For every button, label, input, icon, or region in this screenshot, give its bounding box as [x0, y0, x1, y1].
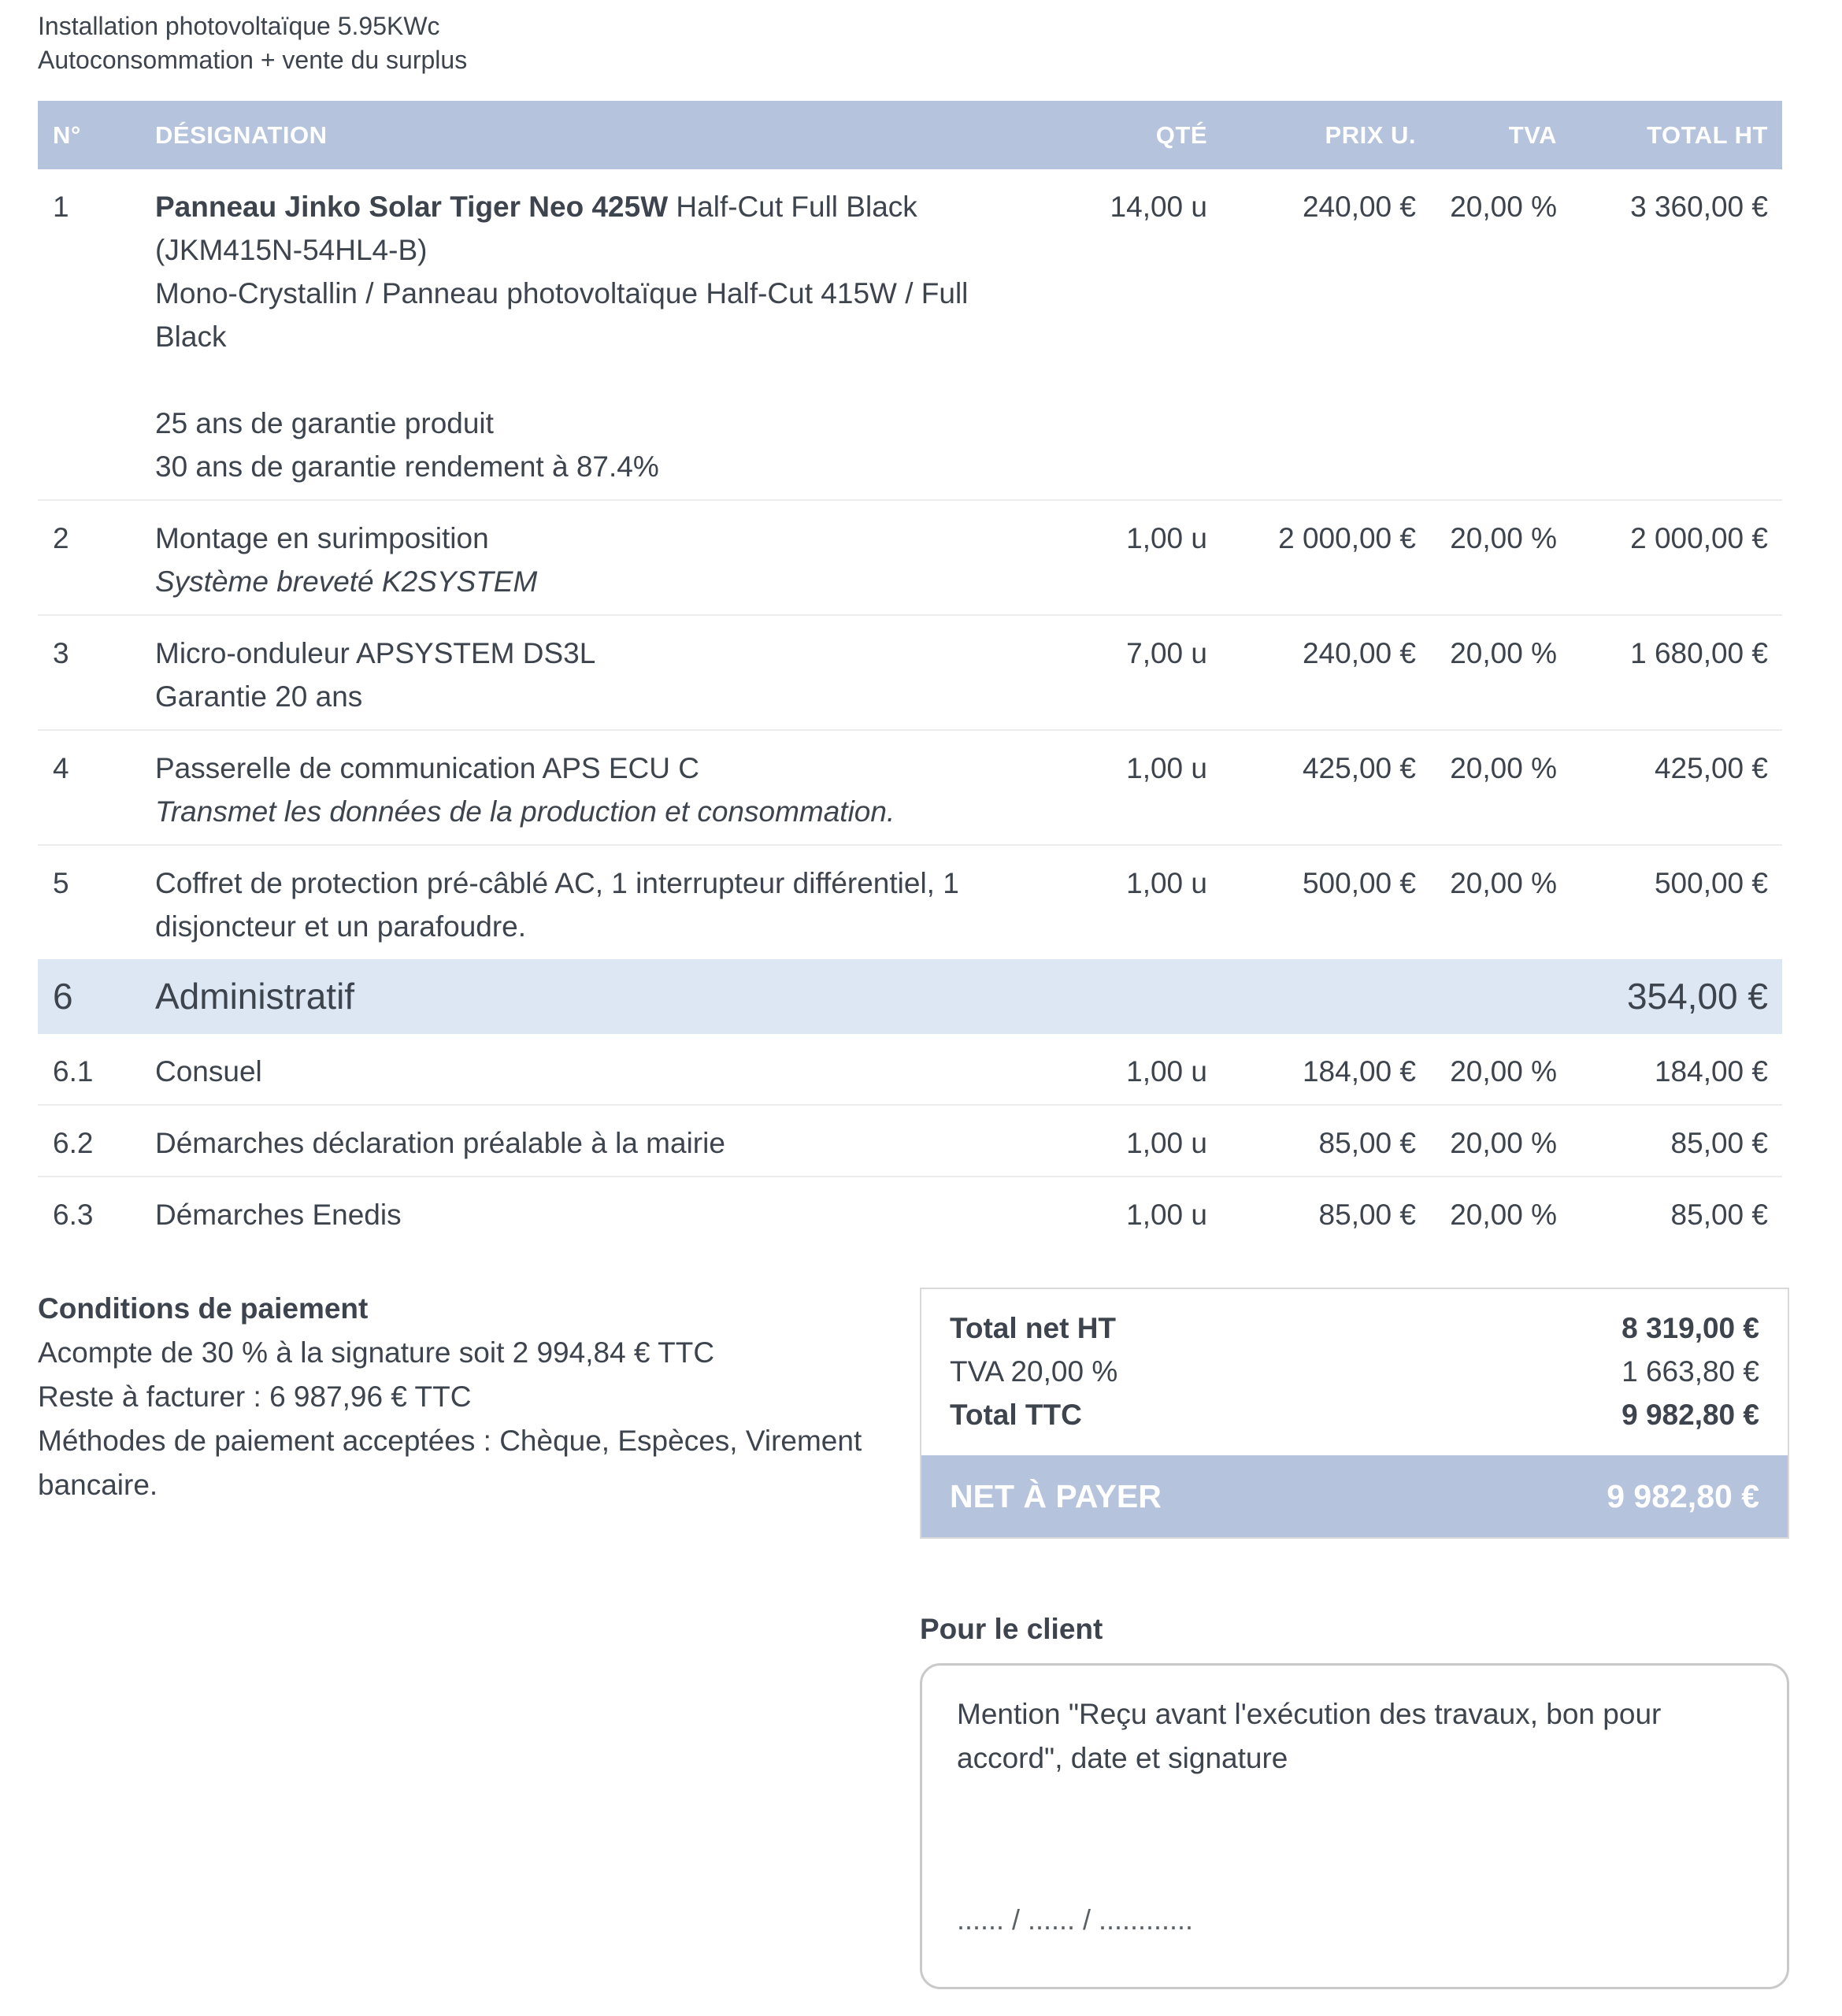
payment-line: bancaire.: [38, 1469, 158, 1501]
payment-line: Méthodes de paiement acceptées : Chèque, Espèces, Virement: [38, 1425, 862, 1457]
row-number: 4: [53, 752, 69, 784]
designation-line: Panneau Jinko Solar Tiger Neo 425W Half-Cut Full Black: [155, 191, 917, 223]
designation-line: (JKM415N-54HL4-B): [155, 234, 428, 266]
date-placeholder: ...... / ...... / ............: [957, 1903, 1194, 1936]
row-total: 2 000,00 €: [1630, 522, 1768, 554]
totals-label: Total net HT: [950, 1312, 1117, 1344]
mention-line: accord", date et signature: [957, 1742, 1288, 1774]
row-vat: 20,00 %: [1450, 191, 1557, 223]
designation-line: Passerelle de communication APS ECU C: [155, 752, 699, 784]
row-number: 3: [53, 637, 69, 669]
net-to-pay-band: [921, 1455, 1788, 1537]
designation-line: Micro-onduleur APSYSTEM DS3L: [155, 637, 596, 669]
row-vat: 20,00 %: [1450, 1055, 1557, 1088]
row-unit-price: 85,00 €: [1318, 1127, 1416, 1159]
table-row: [38, 1034, 1782, 1104]
totals-row: [950, 1306, 1759, 1350]
payment-conditions-text: [38, 1331, 888, 1507]
section-row: [38, 959, 1782, 1034]
totals-value: 1 663,80 €: [1621, 1355, 1759, 1388]
totals-value: 9 982,80 €: [1621, 1399, 1759, 1431]
row-qty: 14,00 u: [1110, 191, 1207, 223]
row-designation: [155, 1050, 1050, 1093]
table-row: [38, 1104, 1782, 1176]
row-number: 6.3: [53, 1199, 94, 1231]
row-unit-price: 240,00 €: [1302, 191, 1416, 223]
row-qty: 1,00 u: [1126, 867, 1207, 899]
table-body: [38, 169, 1782, 1247]
totals-value: 8 319,00 €: [1621, 1312, 1759, 1344]
table-row: [38, 169, 1782, 499]
table-row: [38, 729, 1782, 844]
totals-label: Total TTC: [950, 1399, 1082, 1431]
table-row: [38, 614, 1782, 729]
row-vat: 20,00 %: [1450, 1199, 1557, 1231]
row-unit-price: 184,00 €: [1302, 1055, 1416, 1088]
row-number: 5: [53, 867, 69, 899]
designation-line: Garantie 20 ans: [155, 680, 363, 713]
row-total: 1 680,00 €: [1630, 637, 1768, 669]
row-designation: [155, 632, 1050, 718]
client-signature-box: [920, 1663, 1789, 1989]
row-vat: 20,00 %: [1450, 637, 1557, 669]
payment-line: Acompte de 30 % à la signature soit 2 994,84 € TTC: [38, 1336, 715, 1369]
designation-line: Black: [155, 321, 227, 353]
row-total: 85,00 €: [1670, 1127, 1768, 1159]
net-to-pay-label: NET À PAYER: [950, 1477, 1162, 1514]
table-header-row: [38, 101, 1782, 169]
row-total: 500,00 €: [1654, 867, 1768, 899]
payment-conditions-title: Conditions de paiement: [38, 1292, 369, 1325]
designation-line: Démarches déclaration préalable à la mairie: [155, 1127, 725, 1159]
designation-line: Montage en surimposition: [155, 522, 489, 554]
installation-title: Installation photovoltaïque 5.95KWc: [38, 12, 440, 40]
column-header-qty: QTÉ: [1155, 120, 1207, 149]
row-qty: 1,00 u: [1126, 1127, 1207, 1159]
row-designation: [155, 1193, 1050, 1236]
totals-row: [950, 1350, 1759, 1393]
row-number: 6.2: [53, 1127, 94, 1159]
designation-line: 25 ans de garantie produit: [155, 407, 494, 439]
table-row: [38, 1176, 1782, 1247]
section-label: Administratif: [155, 976, 355, 1017]
designation-line: Système breveté K2SYSTEM: [155, 565, 538, 598]
row-total: 85,00 €: [1670, 1199, 1768, 1231]
column-header-number: N°: [53, 120, 81, 149]
designation-line: Transmet les données de la production et consommation.: [155, 795, 895, 828]
row-unit-price: 425,00 €: [1302, 752, 1416, 784]
row-qty: 1,00 u: [1126, 752, 1207, 784]
designation-line: Consuel: [155, 1055, 262, 1088]
payment-conditions: [38, 1287, 888, 1507]
net-to-pay-value: 9 982,80 €: [1607, 1477, 1759, 1514]
row-unit-price: 500,00 €: [1302, 867, 1416, 899]
totals-row: [950, 1393, 1759, 1436]
mention-line: Mention "Reçu avant l'exécution des travaux, bon pour: [957, 1698, 1662, 1730]
document-subtitle: [38, 9, 467, 77]
totals-box: [920, 1288, 1789, 1539]
column-header-vat: TVA: [1508, 120, 1557, 149]
totals-rows: [921, 1289, 1788, 1455]
row-vat: 20,00 %: [1450, 1127, 1557, 1159]
section-total: 354,00 €: [1626, 976, 1768, 1017]
row-qty: 1,00 u: [1126, 1055, 1207, 1088]
row-qty: 7,00 u: [1126, 637, 1207, 669]
row-designation: [155, 862, 1050, 948]
column-header-unit-price: PRIX U.: [1325, 120, 1416, 149]
table-row: [38, 844, 1782, 959]
row-number: 1: [53, 191, 69, 223]
installation-subtitle: Autoconsommation + vente du surplus: [38, 46, 468, 74]
row-designation: [155, 185, 1050, 488]
column-header-designation: DÉSIGNATION: [155, 120, 328, 149]
designation-line: Mono-Crystallin / Panneau photovoltaïque Half-Cut 415W / Full: [155, 277, 969, 309]
row-designation: [155, 1121, 1050, 1165]
payment-line: Reste à facturer : 6 987,96 € TTC: [38, 1380, 472, 1413]
row-designation: [155, 517, 1050, 603]
row-total: 3 360,00 €: [1630, 191, 1768, 223]
row-vat: 20,00 %: [1450, 752, 1557, 784]
row-unit-price: 85,00 €: [1318, 1199, 1416, 1231]
totals-label: TVA 20,00 %: [950, 1355, 1118, 1388]
column-header-total-ht: TOTAL HT: [1647, 120, 1768, 149]
row-total: 184,00 €: [1654, 1055, 1768, 1088]
row-designation: [155, 747, 1050, 833]
signature-mention-text: [922, 1666, 1787, 1781]
for-client-title: Pour le client: [920, 1613, 1103, 1645]
table-row: [38, 499, 1782, 614]
designation-line: disjoncteur et un parafoudre.: [155, 910, 527, 943]
designation-line: Démarches Enedis: [155, 1199, 402, 1231]
designation-line: Coffret de protection pré-câblé AC, 1 interrupteur différentiel, 1: [155, 867, 959, 899]
quote-items-table: [38, 101, 1782, 1247]
row-number: 2: [53, 522, 69, 554]
row-number: 6: [53, 976, 73, 1017]
row-vat: 20,00 %: [1450, 522, 1557, 554]
row-number: 6.1: [53, 1055, 94, 1088]
row-qty: 1,00 u: [1126, 522, 1207, 554]
row-vat: 20,00 %: [1450, 867, 1557, 899]
row-unit-price: 2 000,00 €: [1278, 522, 1416, 554]
row-total: 425,00 €: [1654, 752, 1768, 784]
designation-line: 30 ans de garantie rendement à 87.4%: [155, 450, 659, 483]
designation-line: [155, 358, 1050, 402]
row-unit-price: 240,00 €: [1302, 637, 1416, 669]
row-qty: 1,00 u: [1126, 1199, 1207, 1231]
